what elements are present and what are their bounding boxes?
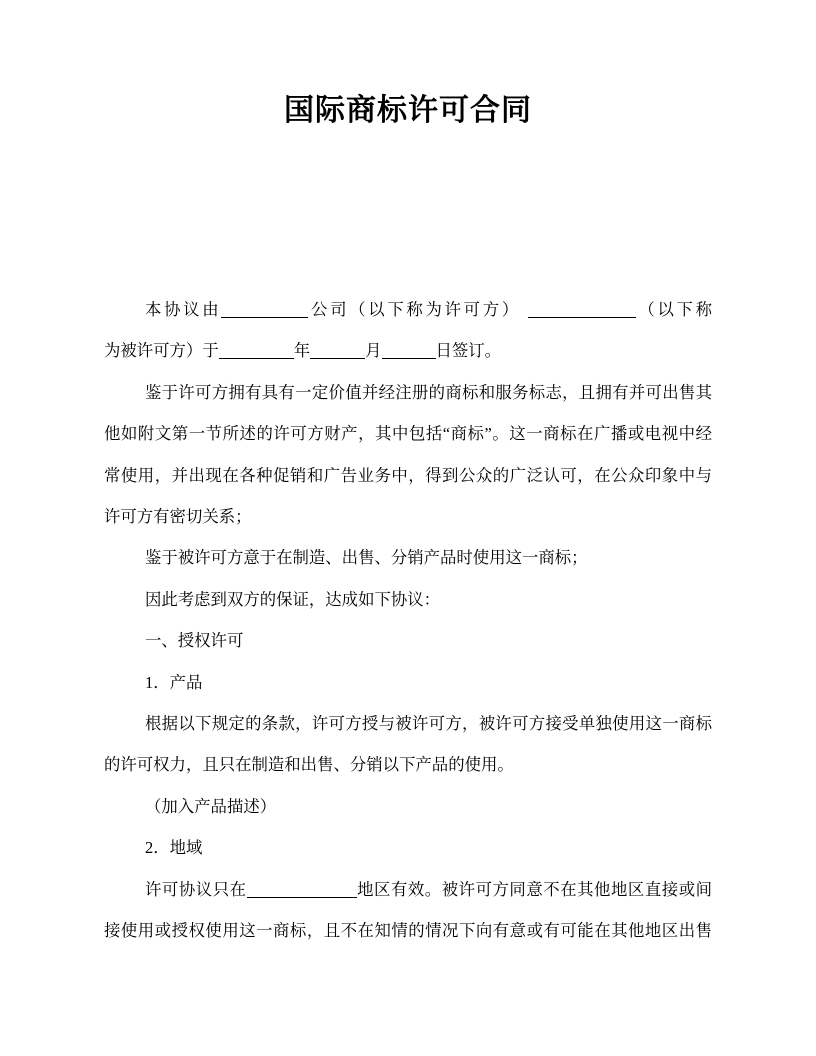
text-line (104, 703, 712, 744)
document-title: 国际商标许可合同 (284, 94, 532, 127)
text-run: 许可协议只在 (145, 879, 247, 899)
text-line (104, 372, 712, 413)
text-run: （以下称 (635, 300, 713, 319)
text-run: 地区有效。被许可方同意不在其他地区直接或间 (356, 879, 713, 899)
text-run: 鉴于许可方拥有具有一定价值并经注册的商标和服务标志，且拥有并可出售其 (145, 382, 712, 402)
document-body (104, 289, 712, 952)
text-line (104, 786, 712, 827)
text-run: （加入产品描述） (145, 796, 277, 816)
text-line (104, 455, 712, 496)
text-line (104, 537, 712, 578)
fill-in-blank[interactable] (528, 300, 636, 318)
text-line (104, 579, 712, 620)
fill-in-blank[interactable] (221, 300, 308, 318)
text-line (104, 869, 712, 910)
text-run: 月 (365, 341, 382, 361)
text-run: 许可方有密切关系； (104, 507, 252, 527)
text-run: 的许可权力，且只在制造和出售、分销以下产品的使用。 (104, 755, 514, 775)
fill-in-blank[interactable] (219, 341, 294, 359)
text-run: 2．地域 (145, 838, 203, 858)
text-line (104, 662, 712, 703)
text-run: 根据以下规定的条款，许可方授与被许可方，被许可方接受单独使用这一商标 (145, 714, 712, 734)
text-line (104, 827, 712, 868)
text-run: 日签订。 (435, 341, 502, 361)
text-line (104, 289, 712, 330)
text-run: 鉴于被许可方意于在制造、出售、分销产品时使用这一商标； (145, 548, 588, 568)
text-line (104, 496, 712, 537)
fill-in-blank[interactable] (382, 341, 436, 359)
text-run: 为被许可方）于 (104, 341, 219, 361)
text-run: 一、授权许可 (145, 631, 244, 651)
text-line (104, 413, 712, 454)
text-run: 他如附文第一节所述的许可方财产，其中包括“商标”。这一商标在广播或电视中经 (104, 424, 712, 444)
text-run: 本协议由 (145, 300, 222, 319)
fill-in-blank[interactable] (247, 880, 357, 898)
text-line (104, 744, 712, 785)
text-line (104, 910, 712, 951)
text-run: 公司（以下称为许可方） (308, 300, 528, 319)
text-line (104, 620, 712, 661)
text-run: 常使用，并出现在各种促销和广告业务中，得到公众的广泛认可，在公众印象中与 (104, 465, 712, 485)
text-run: 接使用或授权使用这一商标，且不在知情的情况下向有意或有可能在其他地区出售 (104, 921, 712, 941)
text-run: 1．产品 (145, 672, 203, 692)
text-run: 因此考虑到双方的保证，达成如下协议： (145, 589, 441, 609)
fill-in-blank[interactable] (310, 341, 365, 359)
text-run: 年 (293, 341, 311, 361)
text-line (104, 330, 712, 371)
